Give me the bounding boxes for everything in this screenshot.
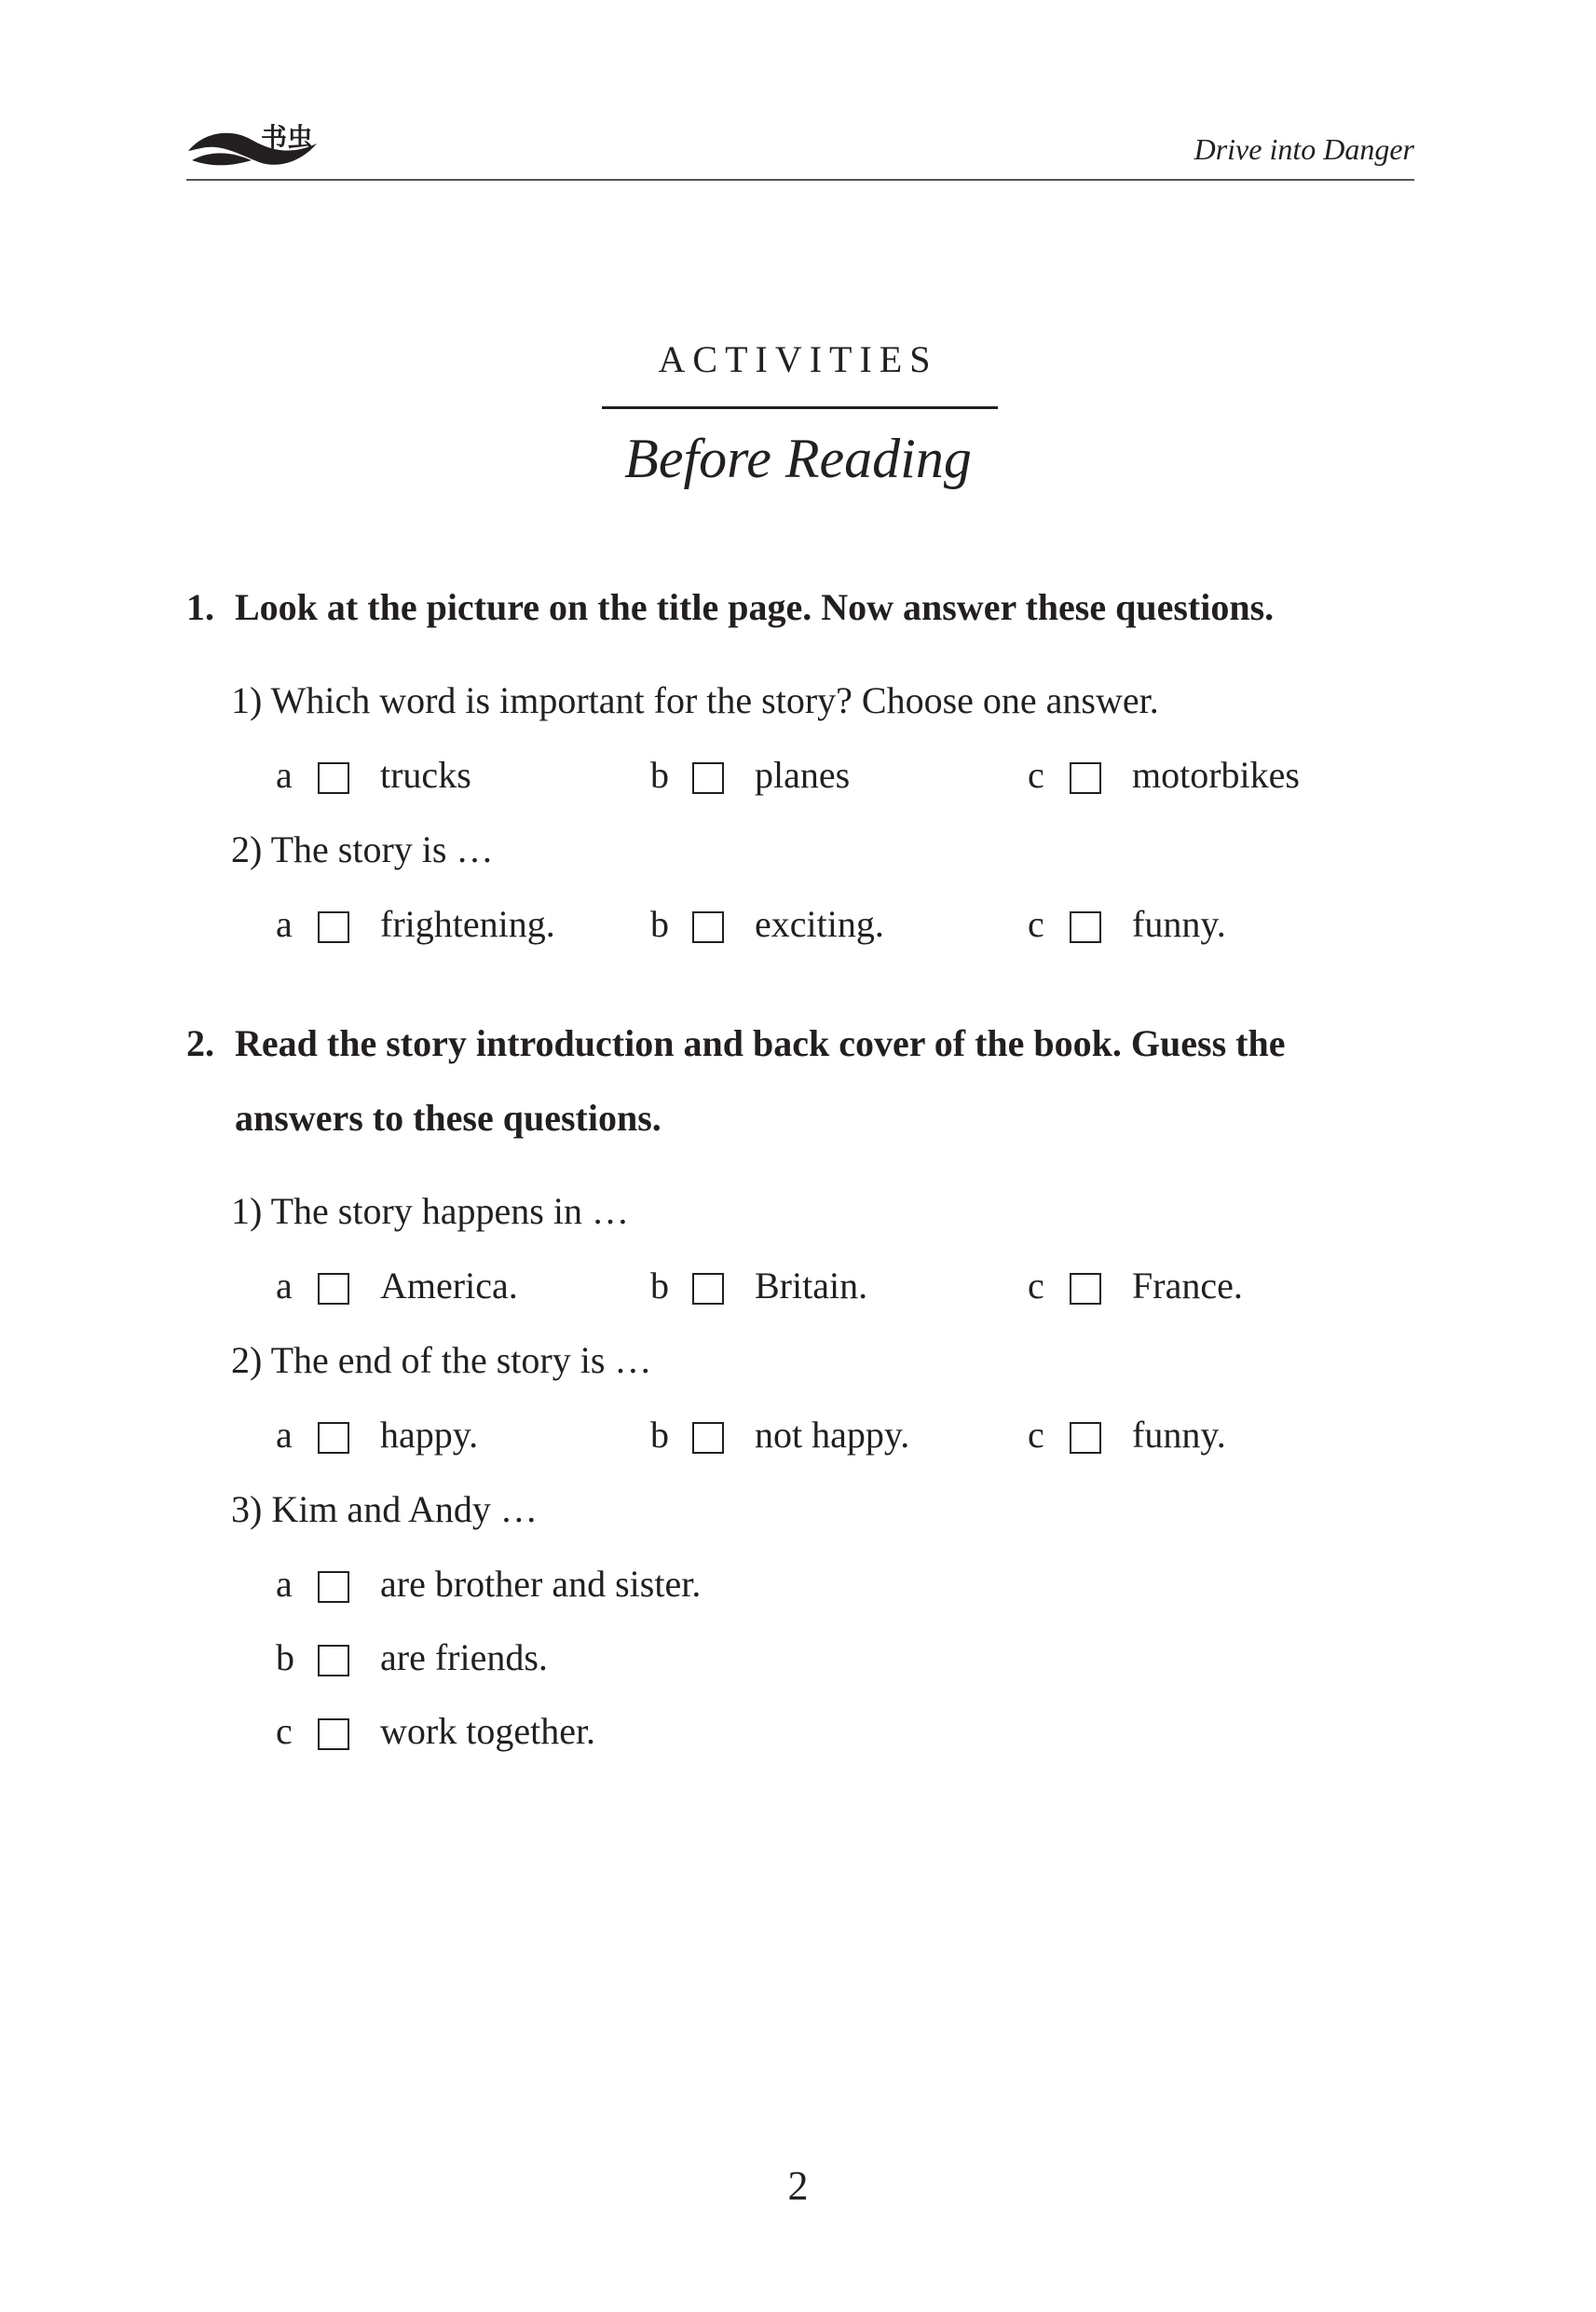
answer-checkbox[interactable]	[318, 1422, 349, 1454]
activities-heading: ACTIVITIES	[658, 338, 938, 380]
option-label: America.	[380, 1265, 518, 1306]
answer-checkbox[interactable]	[1070, 1422, 1101, 1454]
question-1-heading	[186, 570, 1435, 645]
question-2-3-prompt: 3) Kim and Andy …	[231, 1488, 538, 1530]
answer-checkbox[interactable]	[692, 762, 724, 794]
question-2-heading	[186, 1006, 1435, 1156]
option-label: funny.	[1132, 903, 1226, 945]
option-label: frightening.	[380, 903, 555, 945]
answer-checkbox[interactable]	[318, 762, 349, 794]
option-label: are friends.	[380, 1636, 548, 1678]
option-letter: a	[276, 1414, 293, 1456]
answer-checkbox[interactable]	[692, 1422, 724, 1454]
option-letter: a	[276, 903, 293, 945]
option-label: Britain.	[755, 1265, 868, 1306]
question-1-1-prompt: 1) Which word is important for the story? Choose one answer.	[231, 679, 1159, 721]
heading-rule	[602, 406, 998, 409]
question-number: 2.	[186, 1022, 214, 1064]
option-letter: c	[276, 1710, 293, 1752]
option-letter: b	[650, 1265, 669, 1306]
answer-checkbox[interactable]	[318, 1718, 349, 1750]
option-label: trucks	[380, 754, 471, 796]
answer-checkbox[interactable]	[692, 1273, 724, 1305]
option-letter: b	[650, 1414, 669, 1456]
running-title: Drive into Danger	[1194, 132, 1414, 166]
option-letter: a	[276, 1265, 293, 1306]
option-label: work together.	[380, 1710, 596, 1752]
answer-checkbox[interactable]	[318, 1571, 349, 1603]
option-label: France.	[1132, 1265, 1243, 1306]
answer-checkbox[interactable]	[318, 1273, 349, 1305]
question-2-2-prompt: 2) The end of the story is …	[231, 1339, 652, 1381]
option-label: motorbikes	[1132, 754, 1300, 796]
option-letter: b	[276, 1636, 294, 1678]
page-number: 2	[787, 2163, 809, 2209]
logo-text: 书虫	[261, 122, 314, 153]
answer-checkbox[interactable]	[692, 911, 724, 943]
question-text-line-2: answers to these questions.	[235, 1097, 662, 1139]
option-letter: c	[1028, 903, 1044, 945]
option-letter: c	[1028, 1414, 1044, 1456]
answer-checkbox[interactable]	[318, 911, 349, 943]
option-label: are brother and sister.	[380, 1563, 702, 1605]
option-label: happy.	[380, 1414, 479, 1456]
option-label: funny.	[1132, 1414, 1226, 1456]
question-2-1-prompt: 1) The story happens in …	[231, 1190, 629, 1232]
option-letter: c	[1028, 754, 1044, 796]
section-title: Before Reading	[624, 428, 972, 489]
question-text-line-1: Read the story introduction and back cover of the book. Guess the	[235, 1022, 1286, 1064]
question-1-2-prompt: 2) The story is …	[231, 828, 494, 870]
running-header	[186, 112, 1414, 181]
option-label: exciting.	[755, 903, 884, 945]
option-label: not happy.	[755, 1414, 910, 1456]
question-number: 1.	[186, 586, 214, 628]
answer-checkbox[interactable]	[1070, 762, 1101, 794]
option-letter: a	[276, 1563, 293, 1605]
answer-checkbox[interactable]	[1070, 911, 1101, 943]
bookworm-logo	[186, 112, 326, 177]
option-letter: b	[650, 903, 669, 945]
answer-checkbox[interactable]	[318, 1645, 349, 1676]
option-letter: c	[1028, 1265, 1044, 1306]
option-letter: a	[276, 754, 293, 796]
question-text: Look at the picture on the title page. Now answer these questions.	[235, 586, 1275, 628]
answer-checkbox[interactable]	[1070, 1273, 1101, 1305]
option-label: planes	[755, 754, 851, 796]
option-letter: b	[650, 754, 669, 796]
